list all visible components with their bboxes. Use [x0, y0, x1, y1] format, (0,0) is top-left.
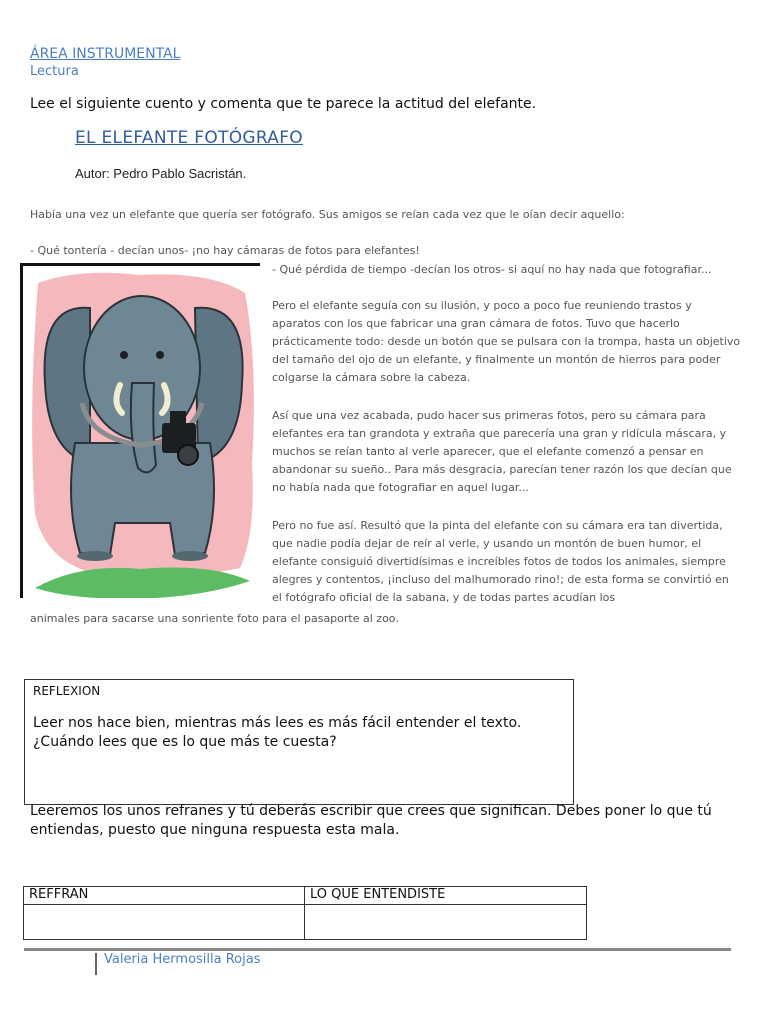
story-paragraph: - Qué tontería - decían unos- ¡no hay cámaras de fotos para elefantes!	[30, 244, 420, 257]
story-paragraph: Pero no fue así. Resultó que la pinta del elefante con su cámara era tan divertida, que nadie podía dejar de reír al verle, y usando un montón de buen humor, el elefante consiguió divertidísimas e increíbles fotos de todos los animales, siempre alegres y contentos, ¡incluso del malhumorado rino!; de esta forma se convirtió en el fotógrafo oficial de la sabana, y de todas partes acudían los	[272, 519, 729, 604]
table-header-proverb: REFFRAN	[24, 887, 305, 905]
story-author: Autor: Pedro Pablo Sacristán.	[75, 166, 247, 181]
elephant-photographer-image	[20, 263, 260, 598]
reflection-box[interactable]	[24, 679, 574, 805]
meaning-cell[interactable]	[305, 905, 587, 940]
table-header-row	[24, 887, 587, 905]
story-paragraph: Así que una vez acabada, pudo hacer sus primeras fotos, pero su cámara para elefantes era tan grandota y extraña que parecería una gran y ridícula máscara, y muchos se reían tanto al verle aparecer, que el elefante comenzó a pensar en abandonar su sueño.. Para más desgracia, parecían tener razón los que decían que no había nada que fotografiar en aquel lugar...	[272, 409, 732, 494]
image-border-top	[20, 263, 260, 266]
footer-bar	[95, 953, 97, 975]
subject-label: Lectura	[30, 64, 79, 79]
reflection-question: ¿Cuándo lees que es lo que más te cuesta?	[33, 734, 337, 750]
story-title: EL ELEFANTE FOTÓGRAFO	[75, 128, 303, 148]
elephant-illustration	[20, 263, 260, 598]
area-heading[interactable]: ÁREA INSTRUMENTAL	[30, 46, 181, 62]
image-border-left	[20, 263, 23, 598]
story-paragraph: animales para sacarse una sonriente foto para el pasaporte al zoo.	[30, 612, 399, 625]
story-paragraph: Había una vez un elefante que quería ser fotógrafo. Sus amigos se reían cada vez que le oían decir aquello:	[30, 208, 625, 221]
intro-instruction: Lee el siguiente cuento y comenta que te parece la actitud del elefante.	[30, 96, 537, 112]
reflection-heading: REFLEXION	[33, 684, 101, 698]
table-row	[24, 905, 587, 940]
proverbs-instruction: Leeremos los unos refranes y tú deberás escribir que crees que significan. Debes poner lo que tú entiendas, puesto que ninguna respuesta esta mala.	[30, 803, 712, 838]
table-header-meaning: LO QUE ENTENDISTE	[305, 887, 587, 905]
story-paragraph: Pero el elefante seguía con su ilusión, y poco a poco fue reuniendo trastos y aparatos con los que fabricar una gran cámara de fotos. Tuvo que hacerlo prácticamente todo: desde un botón que se pulsara con la trompa, hasta un objetivo del tamaño del ojo de un elefante, y finalmente un montón de hierros para poder colgarse la cámara sobre la cabeza.	[272, 299, 741, 384]
proverb-cell[interactable]	[24, 905, 305, 940]
footer-author-name: Valeria Hermosilla Rojas	[104, 952, 261, 967]
reflection-text: Leer nos hace bien, mientras más lees es más fácil entender el texto.	[33, 715, 522, 731]
proverbs-table	[23, 886, 587, 940]
footer-rule	[24, 948, 731, 951]
story-paragraph: - Qué pérdida de tiempo -decían los otros- si aquí no hay nada que fotografiar...	[272, 263, 712, 276]
